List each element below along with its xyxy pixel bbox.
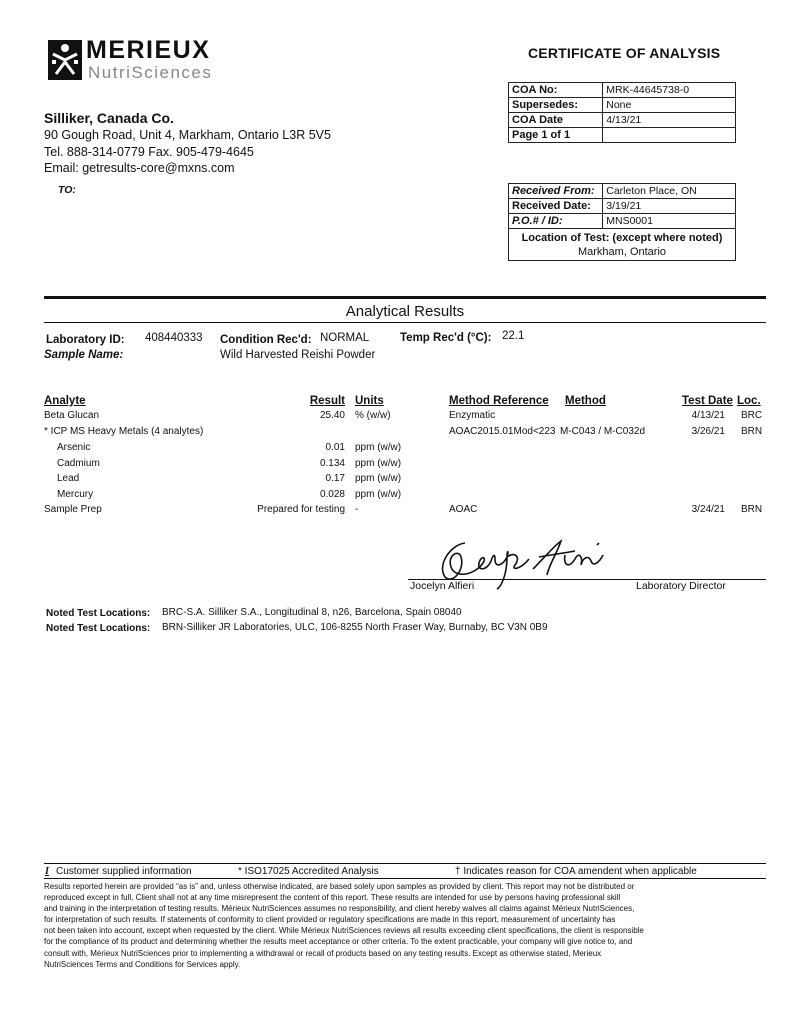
table-row-units: ppm (w/w) — [355, 442, 402, 453]
table-row-test-date: 3/24/21 — [691, 504, 725, 515]
table-row-analyte: Beta Glucan — [44, 410, 100, 421]
table-row-analyte: Mercury — [57, 489, 94, 500]
footer-rule-bottom — [44, 878, 766, 879]
location-label: Location of Test: (except where noted) — [521, 232, 723, 244]
supersedes-label: Supersedes: — [509, 98, 603, 113]
supersedes-value: None — [603, 98, 736, 113]
table-row-analyte: * ICP MS Heavy Metals (4 analytes) — [44, 426, 204, 437]
table-row-test-date: 4/13/21 — [691, 410, 725, 421]
sample-name-value: Wild Harvested Reishi Powder — [220, 349, 376, 361]
received-from-label: Received From: — [509, 184, 603, 199]
col-analyte: Analyte — [44, 395, 86, 407]
legend-amendment: † Indicates reason for COA amendent when applicable — [455, 866, 697, 877]
section-title: Analytical Results — [345, 303, 465, 320]
location-value: Markham, Ontario — [577, 246, 667, 258]
table-row-result: 25.40 — [319, 410, 345, 421]
table-row-test-date: 3/26/21 — [691, 426, 725, 437]
disclaimer-line: for interpretation of such results. If statements of conformity to client provided or regulatory specifications are made in this report, measurement of uncertainty has — [44, 915, 616, 925]
signatory-role: Laboratory Director — [636, 580, 726, 592]
signatory-name: Jocelyn Alfieri — [410, 580, 475, 592]
disclaimer-text — [44, 881, 766, 970]
coa-no-value: MRK-44645738-0 — [603, 83, 736, 98]
coa-date-label: COA Date — [509, 113, 603, 128]
coa-no-label: COA No: — [509, 83, 603, 98]
merieux-logo-icon — [48, 40, 82, 80]
table-row-result: 0.17 — [325, 473, 345, 484]
temp-label: Temp Rec'd (°C): — [400, 332, 492, 344]
table-row-units: ppm (w/w) — [355, 489, 402, 500]
received-from-value: Carleton Place, ON — [603, 184, 736, 199]
col-location: Loc. — [737, 395, 761, 407]
table-row-method-ref: AOAC — [449, 504, 478, 515]
lab-id-value: 408440333 — [145, 332, 203, 344]
logo-subtitle: NutriSciences — [88, 63, 213, 82]
table-row-analyte: Arsenic — [57, 442, 91, 453]
page-indicator-blank — [603, 128, 736, 143]
table-row-loc: BRN — [741, 504, 763, 515]
condition-value: NORMAL — [320, 332, 370, 344]
table-row-result: 0.01 — [325, 442, 345, 453]
col-result: Result — [309, 395, 345, 407]
company-phone-fax: Tel. 888-314-0779 Fax. 905-479-4645 — [44, 145, 254, 159]
section-rule-bottom — [44, 322, 766, 323]
noted-location-value: BRN-Silliker JR Laboratories, ULC, 106-8255 North Fraser Way, Burnaby, BC V3N 0B9 — [162, 622, 548, 633]
table-row-loc: BRN — [741, 426, 763, 437]
received-date-value: 3/19/21 — [603, 199, 736, 214]
disclaimer-line: Results reported herein are provided “as is” and, unless otherwise indicated, are based solely upon samples as provided by client. This report may not be distributed or — [44, 882, 635, 891]
section-rule-top — [44, 296, 766, 299]
document-title: CERTIFICATE OF ANALYSIS — [528, 45, 721, 61]
col-test-date: Test Date — [682, 395, 733, 407]
po-id-value: MNS0001 — [603, 214, 736, 229]
legend-iso: * ISO17025 Accredited Analysis — [238, 866, 379, 877]
table-row-units: ppm (w/w) — [355, 458, 402, 469]
table-row-result: Prepared for testing — [257, 504, 345, 515]
po-id-label: P.O.# / ID: — [509, 214, 603, 229]
disclaimer-line: consult with, Mérieux NutriSciences prior to implementing a withdrawal or recall of products based on any testing results. Except as otherwise stated, Merieux — [44, 948, 602, 958]
page-indicator: Page 1 of 1 — [509, 128, 603, 143]
table-row-result: 0.134 — [319, 458, 345, 469]
table-row-units: ppm (w/w) — [355, 473, 402, 484]
disclaimer-line: NutriSciences Terms and Conditions for Services apply. — [44, 959, 241, 969]
disclaimer-line: reproduced except in full. Client shall not at any time misrepresent the content of this report. These results are intended for use by persons having professional skill — [44, 893, 621, 903]
coa-date-value: 4/13/21 — [603, 113, 736, 128]
lab-id-label: Laboratory ID: — [46, 334, 125, 346]
company-address: 90 Gough Road, Unit 4, Markham, Ontario L3R 5V5 — [44, 128, 331, 142]
customer-supplied-mark: I — [45, 866, 49, 877]
noted-location-label: Noted Test Locations: — [46, 608, 151, 619]
coa-info-box — [508, 82, 736, 143]
disclaimer-line: and training in the interpretation of testing results. Mérieux NutriSciences assumes no responsibility, and client hereby waives all claims against Mérieux NutriSciences, — [44, 904, 635, 914]
footer-rule-top — [44, 863, 766, 864]
table-row-method-ref: Enzymatic — [449, 410, 496, 421]
received-info-box — [508, 183, 736, 261]
disclaimer-line: not been taken into account, except when requested by the client. While Mérieux NutriSciences reviews all results exceeding client specifications, the client is responsible — [44, 926, 644, 936]
legend-customer-supplied: Customer supplied information — [56, 866, 192, 877]
company-name: Silliker, Canada Co. — [44, 110, 174, 126]
temp-value: 22.1 — [502, 330, 525, 342]
col-units: Units — [355, 395, 384, 407]
table-row-analyte: Lead — [57, 473, 80, 484]
location-cell — [509, 229, 736, 261]
noted-location-label: Noted Test Locations: — [46, 623, 151, 634]
company-email: Email: getresults-core@mxns.com — [44, 161, 235, 175]
table-row-loc: BRC — [741, 410, 763, 421]
col-method: Method — [565, 395, 606, 407]
table-row-method: M-C043 / M-C032d — [560, 426, 646, 437]
table-row-result: 0.028 — [319, 489, 345, 500]
table-row-method-ref: AOAC2015.01Mod<223 — [449, 426, 556, 437]
to-label: TO: — [58, 184, 76, 196]
disclaimer-line: for the compliance of its product and determining whether the results meet acceptance or other criteria. To the extent practicable, your company will give notice to, and — [44, 937, 633, 947]
table-row-units: - — [355, 504, 359, 515]
table-row-analyte: Sample Prep — [44, 504, 102, 515]
logo-name: MERIEUX — [86, 36, 211, 64]
condition-label: Condition Rec'd: — [220, 334, 312, 346]
sample-name-label: Sample Name: — [44, 349, 124, 361]
received-date-label: Received Date: — [509, 199, 603, 214]
col-method-reference: Method Reference — [449, 395, 549, 407]
noted-location-value: BRC-S.A. Silliker S.A., Longitudinal 8, n26, Barcelona, Spain 08040 — [162, 607, 462, 618]
table-row-units: % (w/w) — [355, 410, 391, 421]
table-row-analyte: Cadmium — [57, 458, 100, 469]
